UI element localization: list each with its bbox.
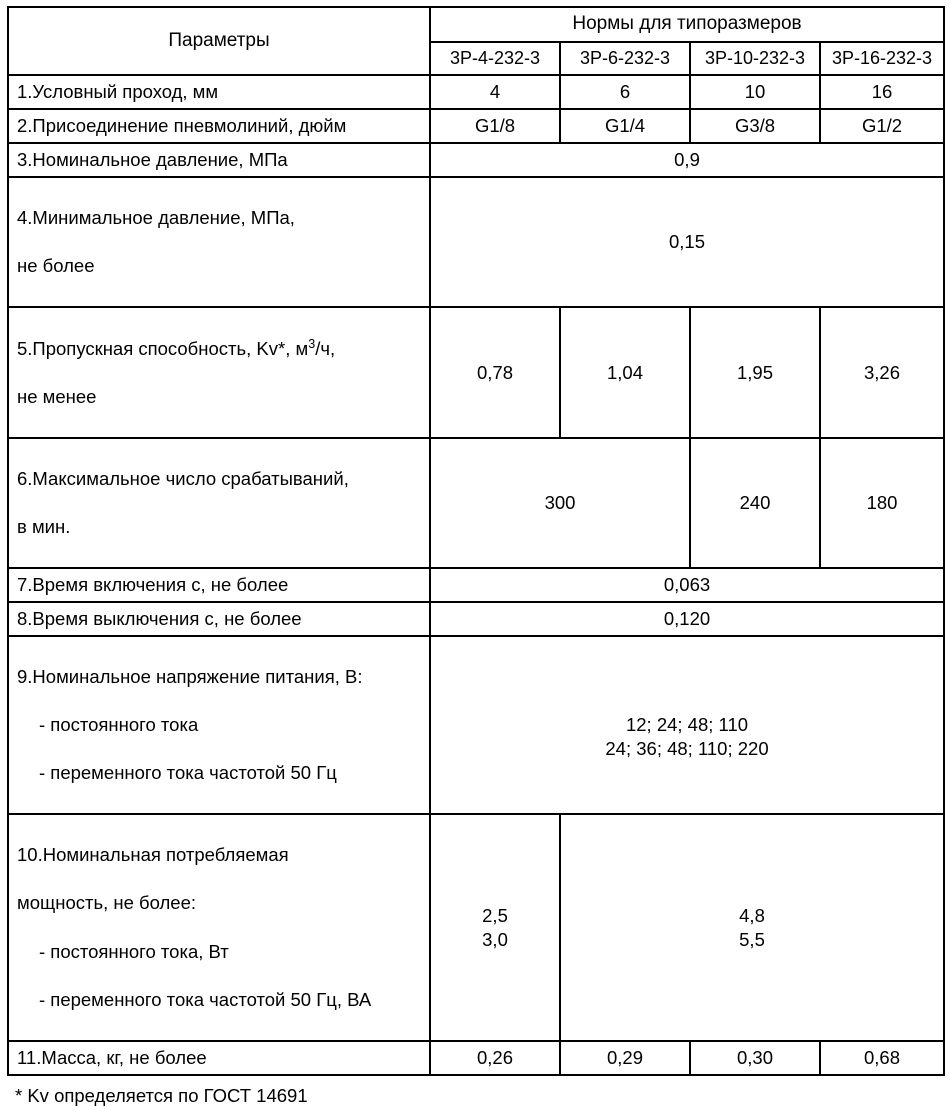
row-3-label: 3.Номинальное давление, МПа: [8, 143, 430, 177]
row-5-label-part-1: 5.Пропускная способность, Kv*, м: [17, 337, 309, 359]
row-9-label: [8, 636, 430, 814]
row-6-value-3: 240: [690, 438, 820, 568]
row-2-value-4: G1/2: [820, 109, 944, 143]
table-row: [8, 109, 944, 143]
row-4-label-line-1: 4.Минимальное давление, МПа,: [17, 207, 295, 229]
table-row: [8, 1041, 944, 1075]
row-11-value-4: 0,68: [820, 1041, 944, 1075]
row-1-value-2: 6: [560, 75, 690, 109]
row-6-label-line-2: в мин.: [17, 515, 71, 537]
row-9-label-line-3: - переменного тока частотой 50 Гц: [39, 762, 337, 784]
table-row: [8, 307, 944, 437]
table-header: [8, 7, 944, 75]
row-10-rest-ac: 5,5: [739, 928, 765, 950]
table-row: [8, 568, 944, 602]
table-row: [8, 143, 944, 177]
row-11-value-1: 0,26: [430, 1041, 560, 1075]
header-parameters: Параметры: [8, 7, 430, 75]
specification-table: [7, 6, 945, 1076]
header-size-3: 3Р-10-232-3: [690, 42, 820, 75]
table-row: [8, 636, 944, 814]
row-9-merged-values: [430, 636, 944, 814]
row-5-value-3: 1,95: [690, 307, 820, 437]
footnote: * Kv определяется по ГОСТ 14691: [15, 1084, 308, 1106]
row-11-label: 11.Масса, кг, не более: [8, 1041, 430, 1075]
row-4-label: [8, 177, 430, 307]
row-9-label-line-2: - постоянного тока: [39, 714, 199, 736]
row-7-label: 7.Время включения с, не более: [8, 568, 430, 602]
row-10-label-line-2: мощность, не более:: [17, 892, 197, 914]
row-1-label: 1.Условный проход, мм: [8, 75, 430, 109]
row-5-label-line-1: [17, 337, 421, 361]
row-10-columns-2-4-values: [560, 814, 944, 1040]
row-6-label: [8, 438, 430, 568]
row-10-label-line-1: 10.Номинальная потребляемая: [17, 844, 289, 866]
row-5-value-1: 0,78: [430, 307, 560, 437]
table-row: [8, 602, 944, 636]
table-row: [8, 75, 944, 109]
table-row: [8, 177, 944, 307]
row-11-value-3: 0,30: [690, 1041, 820, 1075]
row-5-value-2: 1,04: [560, 307, 690, 437]
row-8-merged-value: 0,120: [430, 602, 944, 636]
row-10-column-1-values: [430, 814, 560, 1040]
row-2-value-1: G1/8: [430, 109, 560, 143]
row-4-merged-value: 0,15: [430, 177, 944, 307]
header-size-2: 3Р-6-232-3: [560, 42, 690, 75]
row-4-label-line-2: не более: [17, 255, 95, 277]
row-3-merged-value: 0,9: [430, 143, 944, 177]
row-2-value-2: G1/4: [560, 109, 690, 143]
row-5-label-part-2: /ч,: [315, 337, 336, 359]
row-5-label: [8, 307, 430, 437]
row-10-label-line-4: - переменного тока частотой 50 Гц, ВА: [39, 988, 372, 1010]
row-10-label-line-3: - постоянного тока, Вт: [39, 940, 229, 962]
row-6-label-line-1: 6.Максимальное число срабатываний,: [17, 467, 349, 489]
header-size-4: 3Р-16-232-3: [820, 42, 944, 75]
row-9-label-line-1: 9.Номинальное напряжение питания, В:: [17, 666, 363, 688]
header-size-1: 3Р-4-232-3: [430, 42, 560, 75]
row-6-value-span-1-2: 300: [430, 438, 690, 568]
header-row-group: [8, 7, 944, 42]
table-row: [8, 814, 944, 1040]
row-9-value-line-3: 24; 36; 48; 110; 220: [605, 738, 769, 760]
row-5-value-4: 3,26: [820, 307, 944, 437]
row-9-value-line-1: [439, 689, 935, 713]
row-8-label: 8.Время выключения с, не более: [8, 602, 430, 636]
header-norms-group: Нормы для типоразмеров: [430, 7, 944, 42]
row-10-rest-dc: 4,8: [739, 904, 765, 926]
row-10-col1-ac: 3,0: [482, 928, 508, 950]
row-5-label-superscript: 3: [308, 336, 316, 351]
row-5-label-line-2: не менее: [17, 385, 97, 407]
row-2-value-3: G3/8: [690, 109, 820, 143]
row-9-value-line-2: 12; 24; 48; 110: [625, 714, 749, 736]
row-10-label: [8, 814, 430, 1040]
row-11-value-2: 0,29: [560, 1041, 690, 1075]
row-2-label: 2.Присоединение пневмолиний, дюйм: [8, 109, 430, 143]
row-1-value-1: 4: [430, 75, 560, 109]
row-1-value-4: 16: [820, 75, 944, 109]
table-row: [8, 438, 944, 568]
row-1-value-3: 10: [690, 75, 820, 109]
row-7-merged-value: 0,063: [430, 568, 944, 602]
row-6-value-4: 180: [820, 438, 944, 568]
row-10-col1-dc: 2,5: [482, 904, 508, 926]
table-body: [8, 75, 944, 1075]
